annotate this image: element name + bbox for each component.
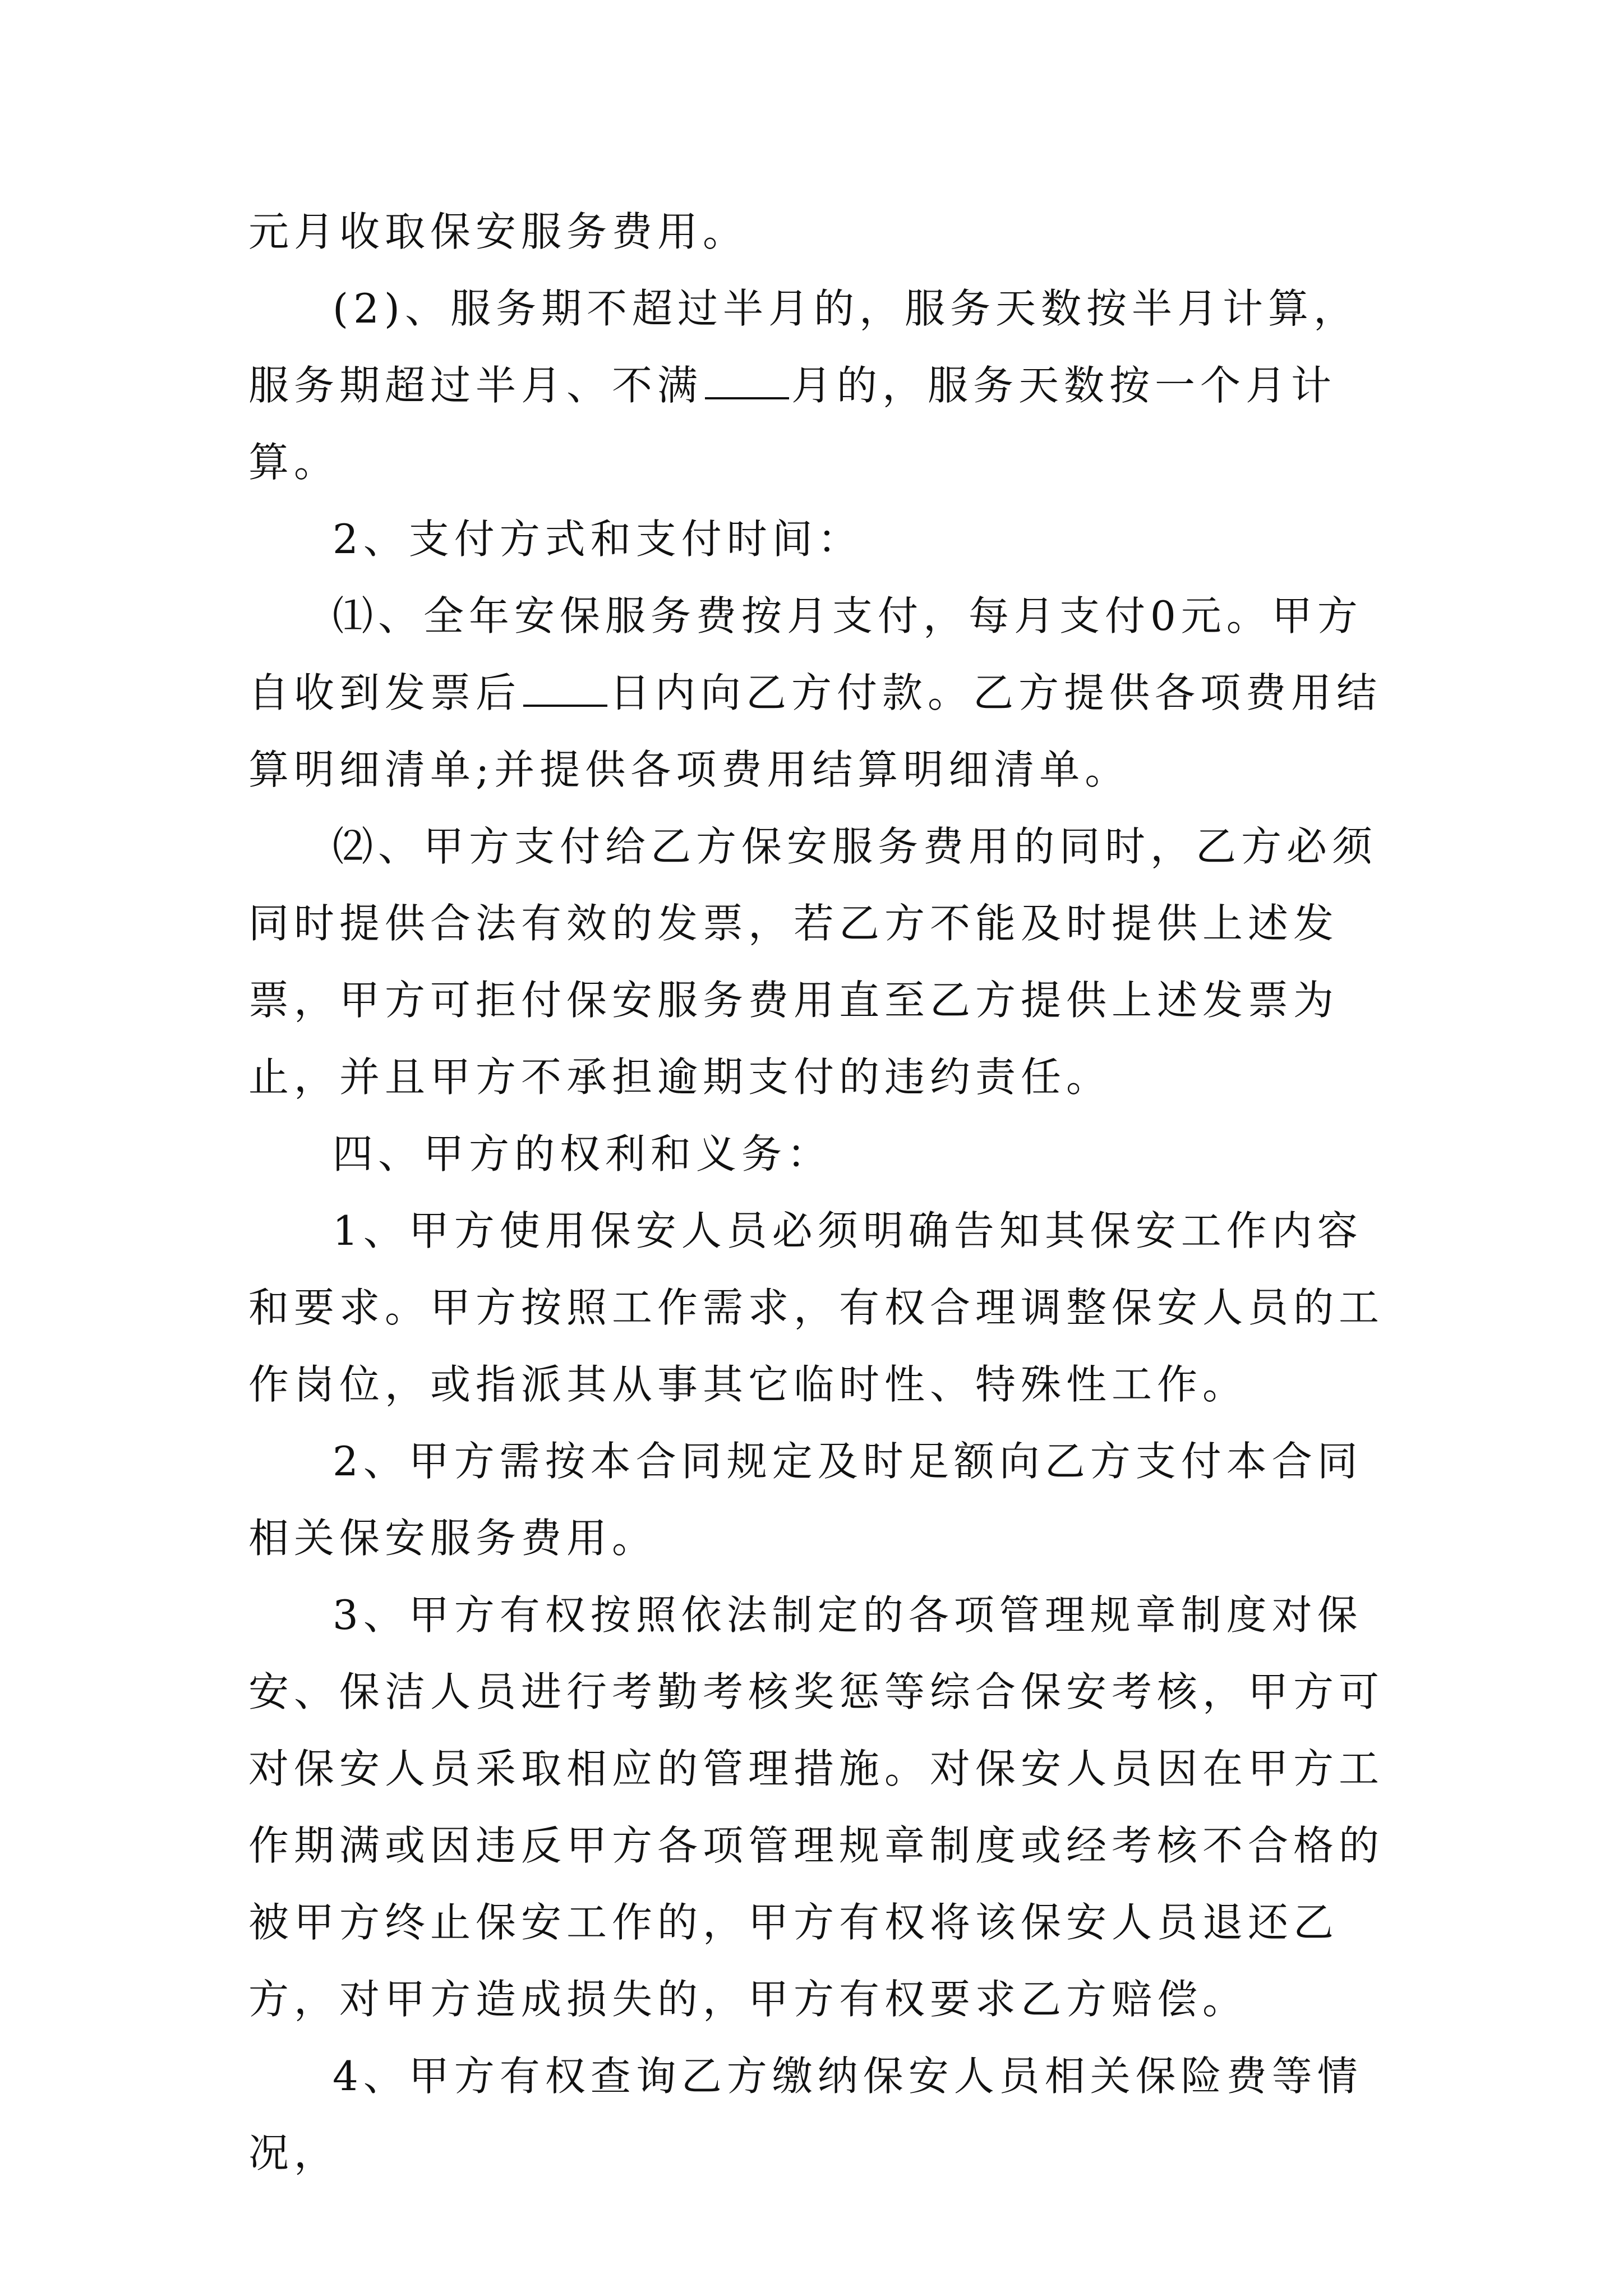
section-heading-party-a-rights: [248, 1116, 1387, 1193]
text-run: 元月收取保安服务费用。: [248, 208, 749, 255]
fill-in-blank: [523, 671, 607, 707]
paragraph-payment-method-heading: [248, 501, 1387, 578]
paragraph-monthly-payment: [248, 578, 1387, 808]
text-run: 日内向乙方付款。乙方提供各项费用结算明细清单;并提供各项费用结算明细清单。: [248, 669, 1382, 793]
text-run: (2)、服务期不超过半月的，服务天数按半月计算，服务期超过半月、不满: [248, 285, 1359, 409]
fill-in-blank: [705, 364, 789, 399]
paragraph-invoice-requirement: [248, 808, 1387, 1116]
text-run: 4、甲方有权查询乙方缴纳保安人员相关保险费等情况，: [248, 2053, 1363, 2177]
text-run: 2、支付方式和支付时间：: [333, 516, 863, 563]
text-run: 月的，服务天数按一个月计算。: [248, 362, 1337, 486]
text-run: 1、甲方使用保安人员必须明确告知其保安工作内容和要求。甲方按照工作需求，有权合理调整保安人员的工作岗位，或指派其从事其它临时性、特殊性工作。: [248, 1207, 1385, 1408]
paragraph-fee-collection-end: [248, 194, 1387, 270]
text-run: 2、甲方需按本合同规定及时足额向乙方支付本合同相关保安服务费用。: [248, 1438, 1363, 1562]
text-run: ⑵、甲方支付给乙方保安服务费用的同时，乙方必须同时提供合法有效的发票，若乙方不能及时提供上述发票，甲方可拒付保安服务费用直至乙方提供上述发票为止，并且甲方不承担逾期支付的违约责任。: [248, 823, 1378, 1101]
document-body: [248, 194, 1387, 2192]
text-run: 3、甲方有权按照依法制定的各项管理规章制度对保安、保洁人员进行考勤考核奖惩等综合保安考核，甲方可对保安人员采取相应的管理措施。对保安人员因在甲方工作期满或因违反甲方各项管理规章制度或经考核不合格的被甲方终止保安工作的，甲方有权将该保安人员退还乙方，对甲方造成损失的，甲方有权要求乙方赔偿。: [248, 1591, 1385, 2023]
paragraph-service-period: [248, 270, 1387, 501]
text-run: ⑴、全年安保服务费按月支付，每月支付0元。甲方自收到发票后: [248, 592, 1363, 716]
paragraph-clause-3: [248, 1577, 1387, 2038]
paragraph-clause-4: [248, 2038, 1387, 2192]
paragraph-clause-1: [248, 1193, 1387, 1423]
paragraph-clause-2: [248, 1423, 1387, 1577]
text-run: 四、甲方的权利和义务：: [333, 1130, 833, 1177]
